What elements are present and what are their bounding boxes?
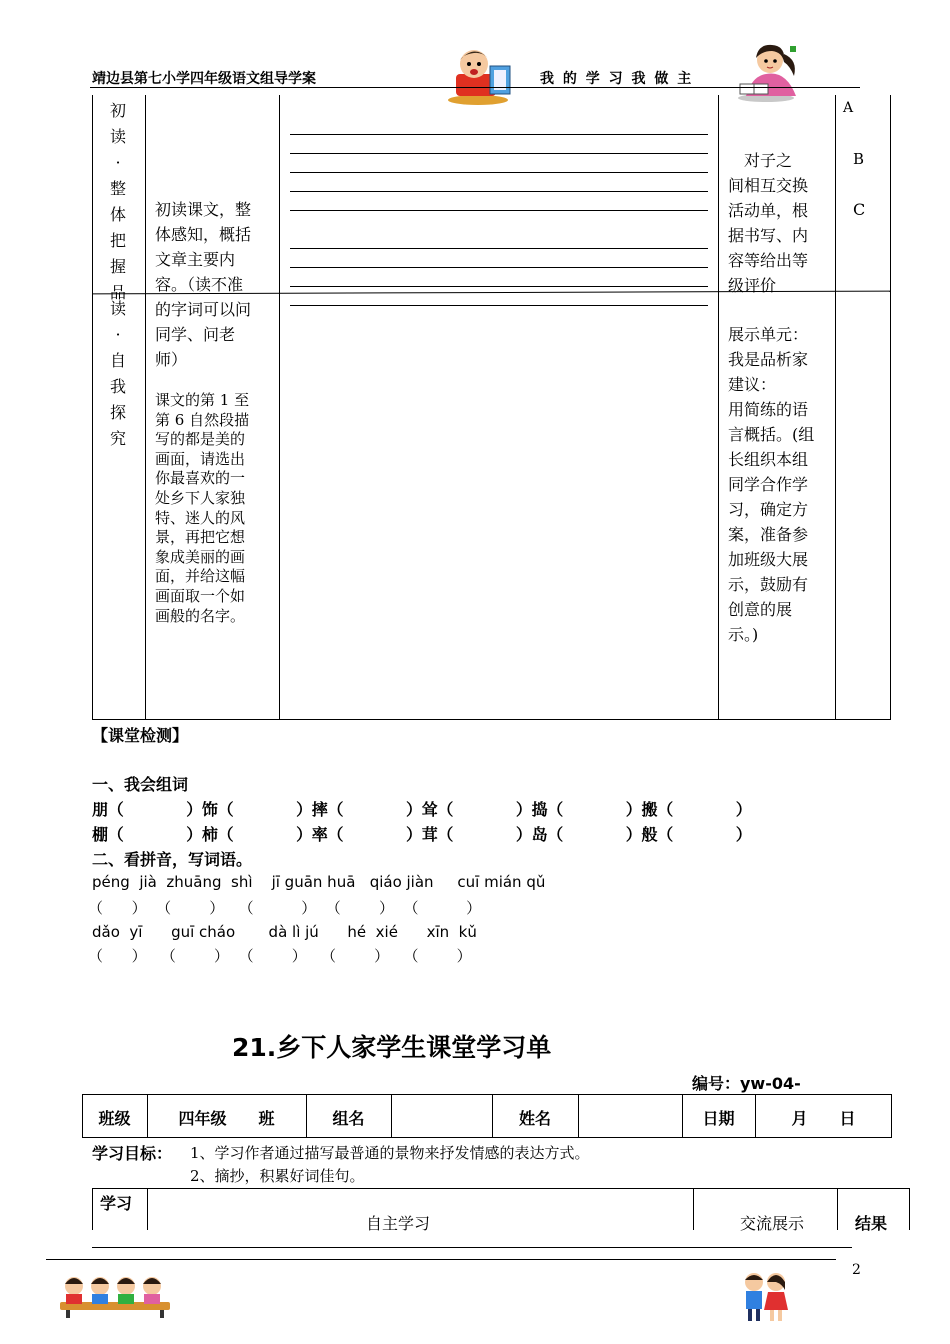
task-line: 画面，请选出 — [155, 449, 246, 468]
name-label: 姓名 — [518, 1109, 551, 1128]
group-input[interactable] — [392, 1095, 491, 1137]
eval-line: 创意的展 — [728, 600, 793, 619]
writing-line[interactable] — [290, 134, 708, 135]
eval-line: 据书写、内 — [728, 226, 809, 245]
answer-brackets-row-1[interactable]: （ ） （ ） （ ） （ ） （ ） — [88, 899, 482, 917]
eval-line: 用简练的语 — [728, 400, 809, 419]
task-line: 同学、问老 — [155, 325, 236, 344]
writing-line[interactable] — [290, 172, 708, 173]
writing-line[interactable] — [290, 248, 708, 249]
eval-line: 间相互交换 — [728, 176, 809, 195]
table-col-divider-3 — [718, 95, 719, 720]
col-exchange: 交流展示 — [740, 1214, 805, 1233]
header-motto: 我 的 学 习 我 做 主 — [540, 71, 694, 87]
answer-brackets-row-2[interactable]: （ ） （ ） （ ） （ ） （ ） — [88, 947, 472, 965]
stage-char: 读 — [109, 127, 126, 146]
header-underline — [90, 87, 860, 88]
task-favorite-scene — [155, 391, 277, 626]
writing-line[interactable] — [290, 191, 708, 192]
stage-char: 探 — [109, 403, 126, 422]
stage-char: 初 — [109, 101, 126, 120]
stage-char: · — [115, 325, 121, 344]
grade-b[interactable]: B — [853, 150, 865, 168]
eval-line: 言概括。(组 — [728, 425, 815, 444]
eval-line: 容等给出等 — [728, 251, 809, 270]
eval-line: 加班级大展 — [728, 550, 809, 569]
task-line: 第 6 自然段描 — [155, 410, 250, 429]
writing-line[interactable] — [290, 286, 708, 287]
grade-a[interactable]: A — [843, 100, 854, 116]
table-left-border — [92, 95, 93, 720]
group-label: 组名 — [332, 1109, 365, 1128]
eval-line: 示。) — [728, 625, 759, 644]
task-line: 你最喜欢的一 — [155, 469, 246, 488]
writing-line[interactable] — [290, 210, 708, 211]
stage-char: 整 — [109, 179, 126, 198]
task-line: 体感知，概括 — [155, 225, 252, 244]
task-line: 写的都是美的 — [155, 430, 246, 449]
table-col-divider-1 — [145, 95, 146, 720]
name-input[interactable] — [579, 1095, 681, 1137]
serial-number: 编号：yw-04- — [692, 1074, 801, 1093]
reading-girl-illustration — [736, 40, 808, 104]
task-line: 课文的第 1 至 — [155, 391, 250, 409]
learning-divider — [693, 1188, 694, 1230]
writing-line[interactable] — [290, 267, 708, 268]
eval-line: 建议： — [728, 375, 777, 394]
eval-line: 对子之 — [728, 151, 793, 170]
stage-char: 自 — [109, 351, 126, 370]
task-line: 景，再把它想 — [155, 528, 246, 547]
section-pinyin: 二、看拼音，写词语。 — [92, 850, 253, 869]
goals-label: 学习目标： — [92, 1144, 173, 1163]
task-line: 的字词可以问 — [155, 300, 252, 319]
table-bottom-border — [92, 719, 891, 720]
eval-line: 活动单，根 — [728, 201, 809, 220]
col-learning: 学习 — [100, 1194, 133, 1213]
class-label: 班级 — [98, 1109, 131, 1128]
eval-line: 习，确定方 — [728, 500, 809, 519]
stage-char: · — [115, 153, 121, 172]
writing-line[interactable] — [290, 305, 708, 306]
children-group-illustration — [60, 1272, 170, 1318]
task-line: 画面取一个如 — [155, 586, 246, 605]
peer-evaluation-instructions — [728, 148, 833, 298]
stage-char: 品 — [109, 283, 126, 302]
goal-2: 2、摘抄，积累好词佳句。 — [190, 1167, 365, 1185]
writing-line[interactable] — [290, 153, 708, 154]
goal-1: 1、学习作者通过描写最普通的景物来抒发情感的表达方式。 — [190, 1144, 590, 1162]
header-school-title: 靖边县第七小学四年级语文组导学案 — [92, 71, 316, 87]
learning-divider — [837, 1188, 838, 1230]
class-value[interactable]: 四年级 班 — [178, 1109, 275, 1128]
stage-char: 把 — [109, 231, 126, 250]
eval-line: 级评价 — [728, 276, 777, 295]
table-col-divider-2 — [279, 95, 280, 720]
task-line: 画般的名字。 — [155, 606, 246, 625]
eval-line: 示，鼓励有 — [728, 575, 809, 594]
task-first-reading — [155, 197, 277, 372]
task-line: 面，并给这幅 — [155, 567, 246, 586]
footer-rule-1 — [92, 1247, 852, 1248]
section-word-formation: 一、我会组词 — [92, 775, 189, 794]
classroom-check-title: 【课堂检测】 — [92, 726, 189, 745]
task-line: 师） — [155, 350, 188, 369]
footer-rule-2 — [46, 1259, 836, 1260]
eval-line: 长组织本组 — [728, 450, 809, 469]
word-formation-row-2[interactable]: 棚（ ）柿（ ）率（ ）茸（ ）岛（ ）般（ ） — [92, 825, 752, 844]
task-line: 文章主要内 — [155, 250, 236, 269]
task-line: 初读课文，整 — [155, 200, 252, 219]
page-number: 2 — [852, 1262, 861, 1278]
date-value[interactable]: 月 日 — [791, 1109, 856, 1128]
pinyin-row-1: péng jià zhuāng shì jī guān huā qiáo jiàn cuī mián qǔ — [92, 873, 546, 891]
word-formation-row-1[interactable]: 朋（ ）饰（ ）摔（ ）耸（ ）捣（ ）搬（ ） — [92, 800, 752, 819]
stage-label-self-exploration — [108, 296, 128, 452]
grade-c[interactable]: C — [853, 200, 866, 219]
showcase-instructions — [728, 322, 833, 647]
learning-divider — [147, 1188, 148, 1230]
task-line: 特、迷人的风 — [155, 508, 246, 527]
eval-line: 同学合作学 — [728, 475, 809, 494]
col-self-study: 自主学习 — [366, 1214, 431, 1233]
pinyin-row-2: dǎo yī guī cháo dà lì jú hé xié xīn kǔ — [92, 923, 477, 941]
worksheet-title: 21.乡下人家学生课堂学习单 — [232, 1033, 552, 1062]
table-col-divider-4 — [835, 95, 836, 720]
stage-label-first-reading — [108, 98, 128, 306]
stage-char: 我 — [109, 377, 126, 396]
stage-char: 握 — [109, 257, 126, 276]
task-line: 容。（读不准 — [155, 275, 244, 294]
reading-boy-illustration — [446, 44, 516, 106]
stage-char: 究 — [109, 429, 126, 448]
eval-line: 我是品析家 — [728, 350, 809, 369]
task-line: 处乡下人家独 — [155, 488, 246, 507]
stage-char: 读 — [109, 299, 126, 318]
task-line: 象成美丽的画 — [155, 547, 246, 566]
date-label: 日期 — [702, 1109, 735, 1128]
two-children-illustration — [738, 1270, 792, 1322]
stage-char: 体 — [109, 205, 126, 224]
col-result: 结果 — [855, 1214, 888, 1233]
eval-line: 案，准备参 — [728, 525, 809, 544]
table-right-border — [890, 95, 891, 720]
eval-line: 展示单元： — [728, 325, 809, 344]
